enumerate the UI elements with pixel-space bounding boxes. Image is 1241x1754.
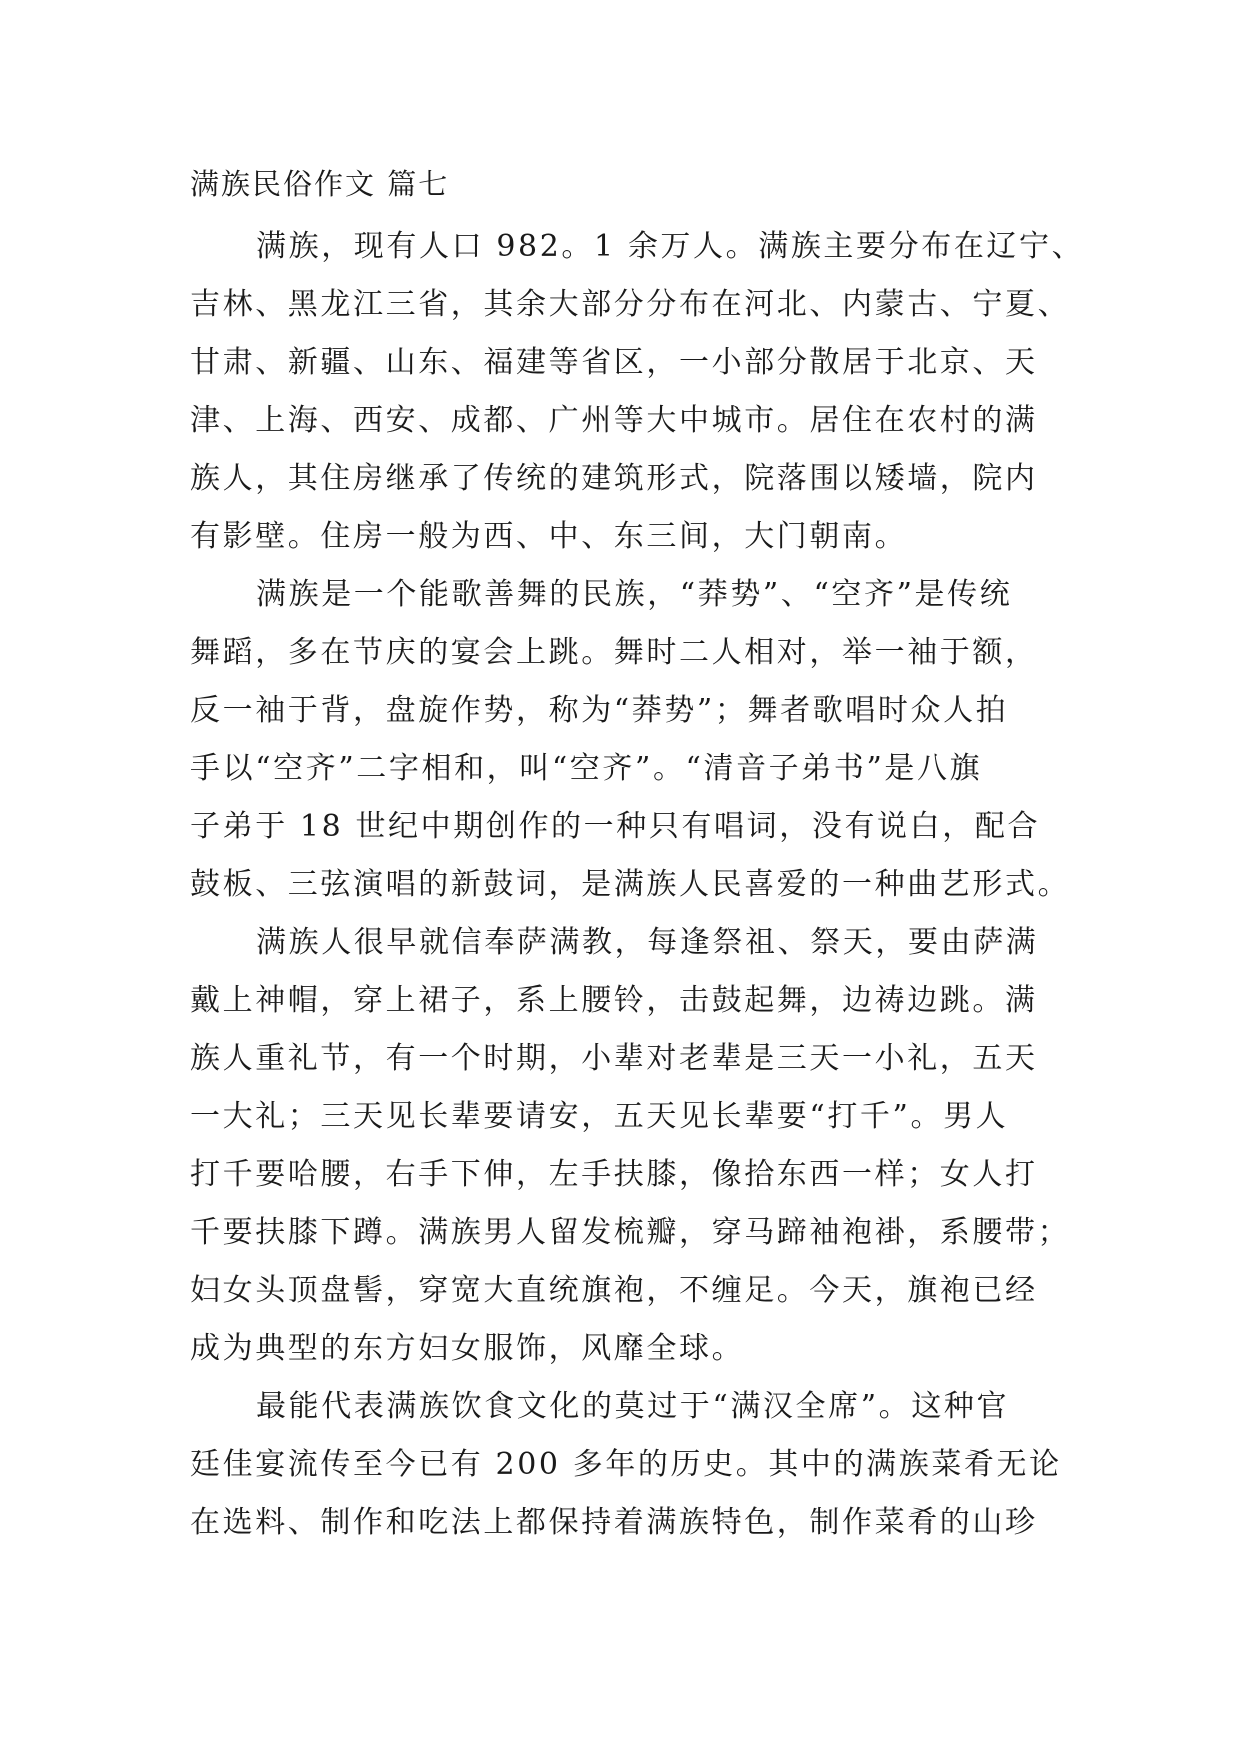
paragraph-line: 妇女头顶盘髻，穿宽大直统旗袍，不缠足。今天，旗袍已经	[190, 1273, 1038, 1308]
paragraph-line: 族人重礼节，有一个时期，小辈对老辈是三天一小礼，五天	[190, 1041, 1038, 1076]
paragraph-line: 子弟于 18 世纪中期创作的一种只有唱词，没有说白，配合	[190, 809, 1041, 844]
paragraph-line: 成为典型的东方妇女服饰，风靡全球。	[190, 1331, 745, 1366]
paragraph-line: 千要扶膝下蹲。满族男人留发梳瓣，穿马蹄袖袍褂，系腰带；	[190, 1215, 1071, 1250]
paragraph-line: 鼓板、三弦演唱的新鼓词，是满族人民喜爱的一种曲艺形式。	[190, 867, 1071, 902]
document-title: 满族民俗作文 篇七	[190, 167, 450, 201]
paragraph-line: 戴上神帽，穿上裙子，系上腰铃，击鼓起舞，边祷边跳。满	[190, 983, 1038, 1018]
paragraph-line: 反一袖于背，盘旋作势，称为“莽势”；舞者歌唱时众人拍	[190, 693, 1009, 728]
paragraph-line: 最能代表满族饮食文化的莫过于“满汉全席”。这种官	[256, 1389, 1010, 1424]
paragraph-line: 甘肃、新疆、山东、福建等省区，一小部分散居于北京、天	[190, 345, 1038, 380]
paragraph-2	[190, 566, 1070, 914]
paragraph-line: 满族，现有人口 982。1 余万人。满族主要分布在辽宁、	[256, 229, 1085, 264]
paragraph-line: 手以“空齐”二字相和，叫“空齐”。“清音子弟书”是八旗	[190, 751, 983, 786]
paragraph-line: 在选料、制作和吃法上都保持着满族特色，制作菜肴的山珍	[190, 1505, 1038, 1540]
paragraph-line: 满族是一个能歌善舞的民族，“莽势”、“空齐”是传统	[256, 577, 1013, 612]
paragraph-4	[190, 1378, 1070, 1552]
paragraph-line: 廷佳宴流传至今已有 200 多年的历史。其中的满族菜肴无论	[190, 1447, 1062, 1482]
paragraph-line: 族人，其住房继承了传统的建筑形式，院落围以矮墙，院内	[190, 461, 1038, 496]
paragraph-line: 吉林、黑龙江三省，其余大部分分布在河北、内蒙古、宁夏、	[190, 287, 1071, 322]
paragraph-line: 一大礼；三天见长辈要请安，五天见长辈要“打千”。男人	[190, 1099, 1009, 1134]
paragraph-line: 津、上海、西安、成都、广州等大中城市。居住在农村的满	[190, 403, 1038, 438]
paragraph-1	[190, 218, 1085, 566]
paragraph-line: 打千要哈腰，右手下伸，左手扶膝，像拾东西一样；女人打	[190, 1157, 1038, 1192]
document-body	[190, 160, 1085, 1552]
paragraph-line: 舞蹈，多在节庆的宴会上跳。舞时二人相对，举一袖于额，	[190, 635, 1038, 670]
paragraph-line: 满族人很早就信奉萨满教，每逢祭祖、祭天，要由萨满	[256, 925, 1039, 960]
paragraph-line: 有影壁。住房一般为西、中、东三间，大门朝南。	[190, 519, 908, 554]
paragraph-3	[190, 914, 1070, 1378]
